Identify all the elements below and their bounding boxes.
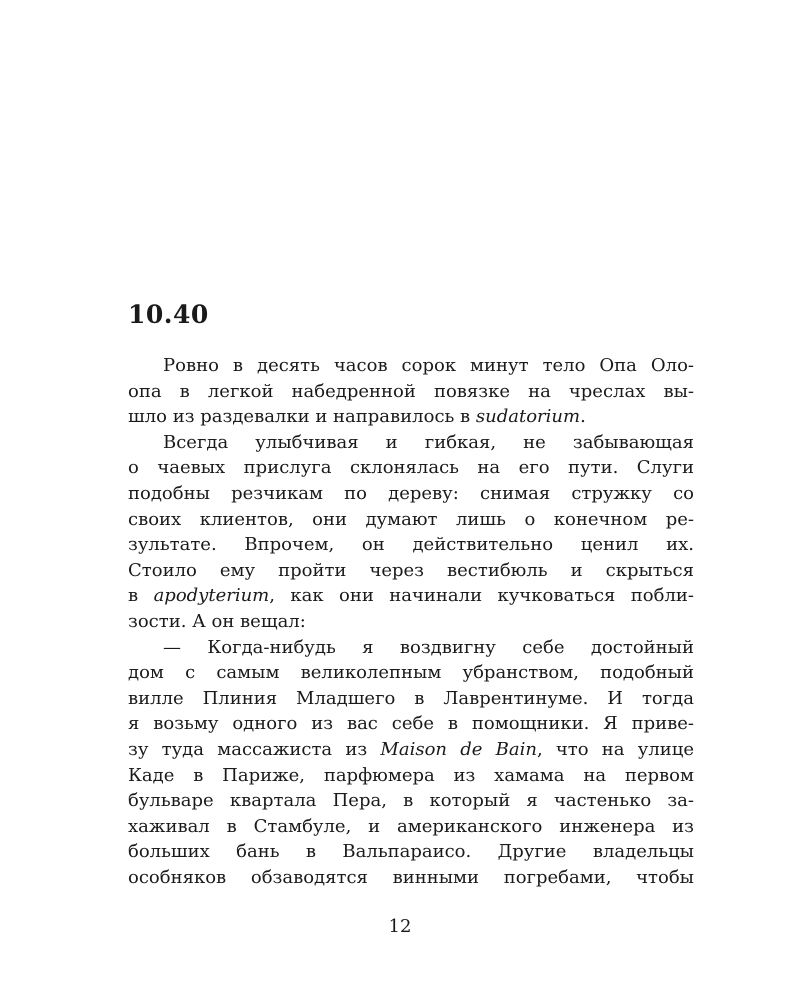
text-line: Всегда улыбчивая и гибкая, не забывающая <box>163 431 694 453</box>
text-line: я возьму одного из вас себе в помощники. Я приве- <box>128 713 694 735</box>
text-segment: , как они начинали кучковаться побли- <box>269 585 694 607</box>
italic-term-sudatorium: sudatorium <box>475 406 581 428</box>
page-number: 12 <box>388 916 412 937</box>
text-segment: , что на улице <box>536 738 694 760</box>
text-line: о чаевых прислуга склонялась на его пути. Слуги <box>128 457 694 479</box>
text-line: зости. А он вещал: <box>128 610 306 632</box>
text-line <box>128 737 694 763</box>
text-line: больших бань в Вальпараисо. Другие владельцы <box>128 841 694 863</box>
text-line: Каде в Париже, парфюмера из хамама на первом <box>128 764 694 786</box>
text-segment: шло из раздевалки и направилось в <box>128 406 476 428</box>
text-line: — Когда-нибудь я воздвигну себе достойный <box>163 636 694 658</box>
text-line: зультате. Впрочем, он действительно ценил их. <box>128 534 694 556</box>
text-line: своих клиентов, они думают лишь о конечном ре- <box>128 508 694 530</box>
italic-term-maison-de-bain: Maison de Bain <box>380 738 537 760</box>
text-line: особняков обзаводятся винными погребами, чтобы <box>128 866 694 888</box>
text-line: Стоило ему пройти через вестибюль и скрыться <box>128 559 694 581</box>
text-line: хаживал в Стамбуле, и американского инженера из <box>128 815 694 837</box>
text-line: Ровно в десять часов сорок минут тело Опа Оло- <box>163 355 694 376</box>
text-segment: в <box>128 585 154 607</box>
italic-term-apodyterium: apodyterium <box>153 585 270 607</box>
text-line <box>128 404 694 430</box>
chapter-title: 10.40 <box>128 300 209 329</box>
text-line: опа в легкой набедренной повязке на чреслах вы- <box>128 380 694 402</box>
text-line: дом с самым великолепным убранством, подобный <box>128 662 694 684</box>
text-line: бульваре квартала Пера, в который я частенько за- <box>128 790 694 812</box>
text-segment: . <box>580 406 586 428</box>
text-line <box>128 583 694 609</box>
text-line: вилле Плиния Младшего в Лаврентинуме. И тогда <box>128 687 694 709</box>
text-segment: зу туда массажиста из <box>128 738 381 760</box>
body-text <box>128 353 694 890</box>
text-line: подобны резчикам по дереву: снимая стружку со <box>128 482 694 504</box>
